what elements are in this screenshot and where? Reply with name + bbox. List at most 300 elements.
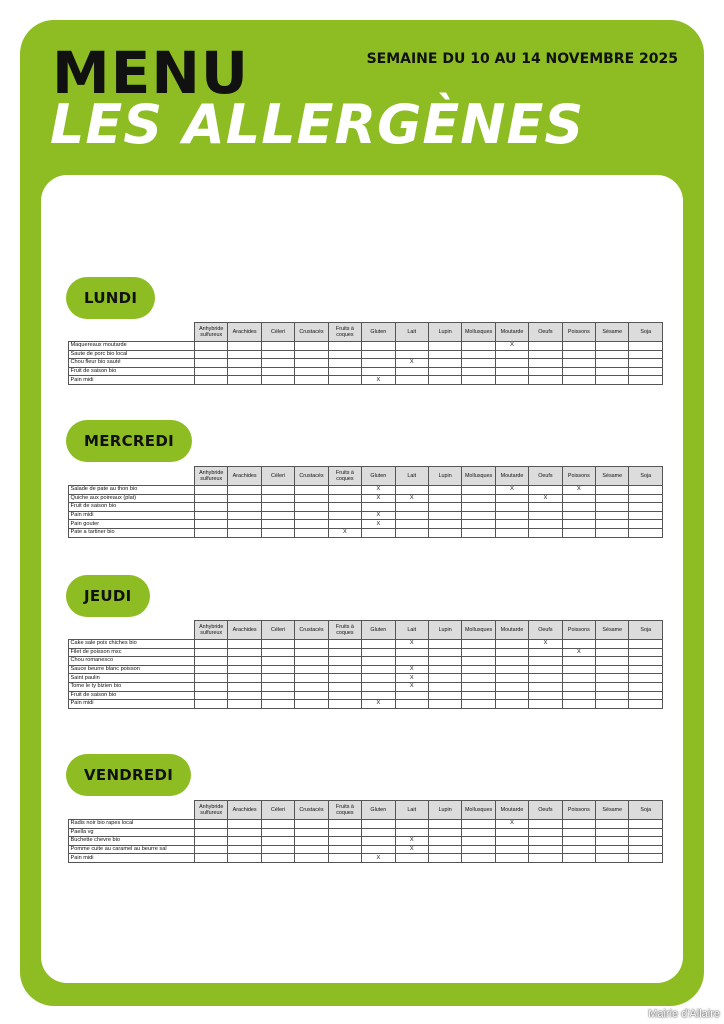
- allergen-header: Anhybride sulfureux: [195, 801, 228, 820]
- allergen-cell: [462, 700, 495, 709]
- allergen-cell: [195, 350, 228, 359]
- allergen-cell: [529, 367, 562, 376]
- allergen-cell: [596, 359, 629, 368]
- allergen-cell: [495, 350, 528, 359]
- allergen-cell: [428, 820, 461, 829]
- allergen-cell: [295, 359, 328, 368]
- allergen-header: Soja: [629, 323, 663, 342]
- allergen-cell: [295, 837, 328, 846]
- allergen-cell: [395, 691, 428, 700]
- allergen-cell: [562, 359, 595, 368]
- table-row: [69, 665, 663, 674]
- allergen-cell: [261, 682, 294, 691]
- food-item: Pain midi: [69, 700, 195, 709]
- allergen-cell: [295, 845, 328, 854]
- allergen-header: Mollusques: [462, 621, 495, 640]
- allergen-cell: [596, 640, 629, 649]
- allergen-cell: [529, 528, 562, 537]
- allergen-cell: [596, 820, 629, 829]
- allergen-cell: [562, 376, 595, 385]
- allergen-header: Poissons: [562, 323, 595, 342]
- allergen-header: Céleri: [261, 621, 294, 640]
- allergen-cell: [261, 503, 294, 512]
- food-item: Buchette chevre bio: [69, 837, 195, 846]
- food-item: Pain gouter: [69, 520, 195, 529]
- allergen-header: Sésame: [596, 801, 629, 820]
- allergen-cell: X: [529, 640, 562, 649]
- allergen-cell: [395, 528, 428, 537]
- allergen-header: Crustacés: [295, 323, 328, 342]
- allergen-cell: [328, 494, 361, 503]
- allergen-cell: [629, 528, 663, 537]
- allergen-cell: [195, 691, 228, 700]
- page-title: MENU: [52, 39, 249, 107]
- allergen-cell: [495, 657, 528, 666]
- allergen-cell: [195, 657, 228, 666]
- allergen-cell: [195, 648, 228, 657]
- table-header-row: [69, 621, 663, 640]
- allergen-cell: [495, 682, 528, 691]
- table-row: [69, 837, 663, 846]
- allergen-cell: X: [362, 486, 395, 495]
- allergen-cell: [529, 700, 562, 709]
- allergen-cell: X: [495, 820, 528, 829]
- table-header-row: [69, 467, 663, 486]
- allergen-cell: [428, 665, 461, 674]
- allergen-cell: [428, 511, 461, 520]
- allergen-cell: [228, 511, 261, 520]
- allergen-cell: [328, 520, 361, 529]
- allergen-cell: [195, 367, 228, 376]
- allergen-cell: [328, 486, 361, 495]
- allergen-cell: [328, 828, 361, 837]
- allergen-cell: [295, 528, 328, 537]
- allergen-cell: [495, 359, 528, 368]
- table-row: [69, 657, 663, 666]
- allergen-cell: [328, 648, 361, 657]
- allergen-header: Lait: [395, 323, 428, 342]
- allergen-cell: [261, 486, 294, 495]
- table-row: [69, 854, 663, 863]
- allergen-cell: [562, 640, 595, 649]
- allergen-header: Moutarde: [495, 621, 528, 640]
- allergen-cell: [395, 486, 428, 495]
- allergen-cell: [596, 657, 629, 666]
- header-blank-cell: [69, 801, 195, 820]
- table-row: [69, 494, 663, 503]
- day-label-lundi: LUNDI: [66, 277, 155, 319]
- allergen-cell: [495, 648, 528, 657]
- allergen-cell: X: [362, 854, 395, 863]
- allergen-cell: [529, 854, 562, 863]
- allergen-header: Poissons: [562, 621, 595, 640]
- allergen-cell: [529, 503, 562, 512]
- allergen-cell: [195, 700, 228, 709]
- allergen-cell: [629, 828, 663, 837]
- allergen-cell: [529, 682, 562, 691]
- allergen-cell: [362, 648, 395, 657]
- allergen-cell: [295, 503, 328, 512]
- allergen-cell: [362, 845, 395, 854]
- allergen-cell: [562, 700, 595, 709]
- allergen-cell: [261, 528, 294, 537]
- allergen-cell: [228, 837, 261, 846]
- allergen-cell: [295, 511, 328, 520]
- allergen-cell: [629, 350, 663, 359]
- allergen-header: Sésame: [596, 323, 629, 342]
- allergen-cell: [295, 350, 328, 359]
- allergen-cell: [596, 486, 629, 495]
- allergen-cell: [261, 837, 294, 846]
- table-row: [69, 342, 663, 351]
- food-item: Chou fleur bio sauté: [69, 359, 195, 368]
- allergen-cell: [228, 691, 261, 700]
- table-row: [69, 682, 663, 691]
- allergen-cell: [328, 503, 361, 512]
- allergen-cell: [295, 367, 328, 376]
- allergen-cell: [195, 486, 228, 495]
- allergen-cell: [529, 520, 562, 529]
- allergen-cell: [562, 342, 595, 351]
- allergen-cell: [629, 845, 663, 854]
- allergen-cell: [195, 503, 228, 512]
- allergen-header: Arachides: [228, 467, 261, 486]
- allergen-header: Lupin: [428, 467, 461, 486]
- allergen-cell: [562, 691, 595, 700]
- table-row: [69, 511, 663, 520]
- allergen-cell: [529, 674, 562, 683]
- allergen-cell: [228, 657, 261, 666]
- allergen-cell: [261, 665, 294, 674]
- allergen-cell: [462, 682, 495, 691]
- allergen-cell: [562, 837, 595, 846]
- allergen-cell: [228, 854, 261, 863]
- allergen-cell: [562, 682, 595, 691]
- allergen-cell: [195, 342, 228, 351]
- allergen-cell: [395, 657, 428, 666]
- allergen-cell: [295, 648, 328, 657]
- allergen-cell: [596, 376, 629, 385]
- allergen-cell: [328, 367, 361, 376]
- allergen-cell: [261, 828, 294, 837]
- allergen-cell: [295, 700, 328, 709]
- allergen-cell: [462, 520, 495, 529]
- table-row: [69, 648, 663, 657]
- week-label: SEMAINE DU 10 AU 14 NOVEMBRE 2025: [366, 51, 678, 67]
- allergen-cell: [629, 700, 663, 709]
- allergen-header: Mollusques: [462, 323, 495, 342]
- allergen-cell: [596, 528, 629, 537]
- allergen-cell: [562, 520, 595, 529]
- allergen-cell: [295, 691, 328, 700]
- allergen-cell: [395, 511, 428, 520]
- allergen-header: Anhybride sulfureux: [195, 621, 228, 640]
- allergen-cell: [195, 674, 228, 683]
- allergen-cell: [261, 640, 294, 649]
- allergen-cell: [428, 367, 461, 376]
- allergen-header: Crustacés: [295, 621, 328, 640]
- header-blank-cell: [69, 621, 195, 640]
- allergen-cell: [462, 359, 495, 368]
- allergen-header: Soja: [629, 801, 663, 820]
- allergen-cell: [295, 674, 328, 683]
- allergen-cell: [428, 376, 461, 385]
- allergen-cell: [295, 376, 328, 385]
- allergen-cell: [529, 845, 562, 854]
- allergen-cell: [629, 367, 663, 376]
- food-item: Pain midi: [69, 511, 195, 520]
- allergen-cell: [629, 657, 663, 666]
- allergen-cell: [261, 700, 294, 709]
- allergen-cell: [261, 674, 294, 683]
- allergen-cell: [562, 367, 595, 376]
- food-item: Saute de porc bio local: [69, 350, 195, 359]
- allergen-cell: X: [395, 845, 428, 854]
- day-label-mercredi: MERCREDI: [66, 420, 192, 462]
- allergen-header: Arachides: [228, 621, 261, 640]
- allergen-cell: [529, 665, 562, 674]
- allergen-cell: [495, 837, 528, 846]
- allergen-header: Lait: [395, 621, 428, 640]
- allergen-cell: [362, 837, 395, 846]
- allergen-cell: [228, 359, 261, 368]
- allergen-cell: [295, 342, 328, 351]
- allergen-cell: [462, 854, 495, 863]
- allergen-cell: [195, 511, 228, 520]
- allergen-cell: [596, 854, 629, 863]
- allergen-cell: [529, 820, 562, 829]
- allergen-cell: [395, 854, 428, 863]
- table-row: [69, 520, 663, 529]
- allergen-cell: [295, 486, 328, 495]
- allergen-cell: [362, 682, 395, 691]
- allergen-cell: [596, 682, 629, 691]
- allergen-cell: [362, 691, 395, 700]
- table-header-row: [69, 801, 663, 820]
- allergen-cell: [596, 828, 629, 837]
- allergen-cell: [428, 494, 461, 503]
- allergen-cell: [428, 350, 461, 359]
- allergen-cell: [428, 845, 461, 854]
- allergen-cell: [261, 350, 294, 359]
- allergen-cell: [462, 367, 495, 376]
- allergen-cell: [629, 342, 663, 351]
- day-label-vendredi: VENDREDI: [66, 754, 191, 796]
- allergen-cell: [261, 854, 294, 863]
- allergen-cell: [495, 854, 528, 863]
- allergen-cell: X: [395, 665, 428, 674]
- allergen-cell: [261, 359, 294, 368]
- allergen-header: Gluten: [362, 323, 395, 342]
- allergen-cell: [562, 674, 595, 683]
- allergen-cell: [395, 367, 428, 376]
- allergen-cell: [596, 494, 629, 503]
- allergen-cell: [261, 520, 294, 529]
- allergen-header: Poissons: [562, 467, 595, 486]
- allergen-cell: [228, 494, 261, 503]
- allergen-cell: [495, 700, 528, 709]
- allergen-cell: [195, 520, 228, 529]
- food-item: Pain midi: [69, 376, 195, 385]
- allergen-cell: [362, 359, 395, 368]
- allergen-cell: [362, 820, 395, 829]
- allergen-cell: [295, 854, 328, 863]
- allergen-cell: [328, 700, 361, 709]
- allergen-cell: [195, 682, 228, 691]
- allergen-cell: [562, 657, 595, 666]
- allergen-cell: X: [495, 342, 528, 351]
- allergen-cell: [596, 845, 629, 854]
- allergen-cell: [228, 665, 261, 674]
- allergen-cell: [596, 342, 629, 351]
- allergen-cell: [228, 828, 261, 837]
- allergen-header: Crustacés: [295, 467, 328, 486]
- allergen-cell: [228, 528, 261, 537]
- allergen-table-jeudi: [68, 620, 663, 709]
- day-label-jeudi: JEUDI: [66, 575, 150, 617]
- allergen-cell: [562, 854, 595, 863]
- allergen-cell: [529, 350, 562, 359]
- allergen-cell: [596, 503, 629, 512]
- allergen-cell: [428, 682, 461, 691]
- allergen-cell: [362, 503, 395, 512]
- allergen-cell: [629, 648, 663, 657]
- allergen-cell: [495, 828, 528, 837]
- allergen-cell: [495, 691, 528, 700]
- food-item: Quiche aux poireaux (plat): [69, 494, 195, 503]
- allergen-cell: [328, 665, 361, 674]
- allergen-cell: [596, 520, 629, 529]
- allergen-table-mercredi: [68, 466, 663, 538]
- allergen-cell: [428, 520, 461, 529]
- allergen-header: Moutarde: [495, 323, 528, 342]
- allergen-cell: [261, 820, 294, 829]
- allergen-cell: [261, 494, 294, 503]
- allergen-cell: [495, 511, 528, 520]
- allergen-cell: [596, 691, 629, 700]
- allergen-header: Sésame: [596, 621, 629, 640]
- allergen-header: Lupin: [428, 323, 461, 342]
- allergen-cell: [629, 820, 663, 829]
- allergen-header: Soja: [629, 621, 663, 640]
- table-row: [69, 674, 663, 683]
- allergen-cell: [562, 528, 595, 537]
- allergen-header: Poissons: [562, 801, 595, 820]
- allergen-cell: [495, 367, 528, 376]
- allergen-cell: [228, 648, 261, 657]
- allergen-cell: [495, 520, 528, 529]
- allergen-cell: [228, 503, 261, 512]
- allergen-cell: [295, 657, 328, 666]
- food-item: Pain midi: [69, 854, 195, 863]
- table-row: [69, 376, 663, 385]
- allergen-cell: [362, 674, 395, 683]
- allergen-cell: [462, 640, 495, 649]
- table-row: [69, 700, 663, 709]
- allergen-cell: X: [562, 648, 595, 657]
- allergen-cell: [428, 503, 461, 512]
- allergen-header: Céleri: [261, 467, 294, 486]
- food-item: Fruit de saison bio: [69, 367, 195, 376]
- allergen-header: Arachides: [228, 801, 261, 820]
- allergen-cell: [228, 520, 261, 529]
- allergen-header: Oeufs: [529, 467, 562, 486]
- allergen-cell: [195, 837, 228, 846]
- table-row: [69, 845, 663, 854]
- allergen-cell: [328, 682, 361, 691]
- allergen-cell: [495, 528, 528, 537]
- allergen-cell: X: [495, 486, 528, 495]
- food-item: Tome le ty bizien bio: [69, 682, 195, 691]
- allergen-cell: [529, 376, 562, 385]
- allergen-header: Crustacés: [295, 801, 328, 820]
- allergen-cell: [228, 682, 261, 691]
- allergen-cell: [495, 503, 528, 512]
- table-row: [69, 367, 663, 376]
- allergen-cell: [228, 700, 261, 709]
- allergen-header: Lupin: [428, 621, 461, 640]
- allergen-cell: [596, 837, 629, 846]
- allergen-cell: [295, 682, 328, 691]
- allergen-cell: [328, 359, 361, 368]
- allergen-cell: [629, 682, 663, 691]
- allergen-cell: [228, 674, 261, 683]
- allergen-cell: [228, 845, 261, 854]
- allergen-header: Céleri: [261, 323, 294, 342]
- allergen-cell: [195, 820, 228, 829]
- table-header-row: [69, 323, 663, 342]
- allergen-cell: [629, 511, 663, 520]
- allergen-cell: [362, 640, 395, 649]
- table-row: [69, 691, 663, 700]
- allergen-cell: [596, 665, 629, 674]
- allergen-cell: X: [362, 376, 395, 385]
- allergen-cell: [562, 665, 595, 674]
- food-item: Cake sale pois chiches bio: [69, 640, 195, 649]
- allergen-cell: [462, 828, 495, 837]
- allergen-cell: [529, 691, 562, 700]
- allergen-cell: [295, 820, 328, 829]
- food-item: Sauce beurre blanc poisson: [69, 665, 195, 674]
- allergen-cell: [629, 837, 663, 846]
- allergen-header: Lupin: [428, 801, 461, 820]
- allergen-cell: [596, 648, 629, 657]
- allergen-cell: [295, 828, 328, 837]
- allergen-cell: [228, 350, 261, 359]
- allergen-cell: [395, 350, 428, 359]
- allergen-cell: X: [529, 494, 562, 503]
- allergen-cell: X: [395, 640, 428, 649]
- allergen-cell: [362, 657, 395, 666]
- allergen-cell: [462, 657, 495, 666]
- allergen-cell: [596, 367, 629, 376]
- allergen-header: Arachides: [228, 323, 261, 342]
- allergen-header: Lait: [395, 467, 428, 486]
- allergen-header: Gluten: [362, 621, 395, 640]
- allergen-cell: [629, 691, 663, 700]
- allergen-cell: [362, 665, 395, 674]
- allergen-cell: [462, 665, 495, 674]
- allergen-cell: [328, 640, 361, 649]
- allergen-cell: [428, 691, 461, 700]
- allergen-cell: [629, 486, 663, 495]
- allergen-cell: X: [395, 494, 428, 503]
- allergen-cell: [328, 342, 361, 351]
- table-row: [69, 486, 663, 495]
- allergen-cell: [529, 342, 562, 351]
- allergen-cell: [428, 528, 461, 537]
- allergen-cell: [395, 503, 428, 512]
